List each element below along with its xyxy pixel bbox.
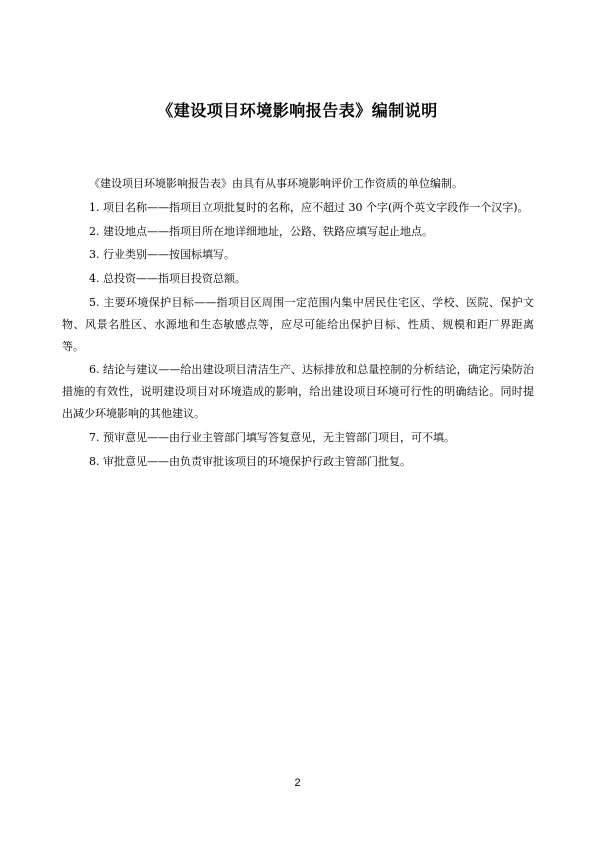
- item-protection-targets: 5. 主要环境保护目标——指项目区周围一定范围内集中居民住宅区、学校、医院、保护文物、风景名胜区、水源地和生态敏感点等，应尽可能给出保护目标、性质、规模和距厂界距离等。: [62, 295, 534, 353]
- item-industry-category: 3. 行业类别——按国标填写。: [89, 248, 235, 262]
- page-number: 2: [294, 777, 301, 789]
- item-construction-site: 2. 建设地点——指项目所在地详细地址，公路、铁路应填写起止地点。: [89, 224, 433, 238]
- item-pre-review: 7. 预审意见——由行业主管部门填写答复意见，无主管部门项目，可不填。: [89, 430, 455, 444]
- document-title: 《建设项目环境影响报告表》编制说明: [157, 101, 438, 120]
- item-total-investment: 4. 总投资——指项目投资总额。: [89, 272, 246, 286]
- item-conclusions: 6. 结论与建议——给出建设项目清洁生产、达标排放和总量控制的分析结论，确定污染防治措施的有效性，说明建设项目对环境造成的影响，给出建设项目环境可行性的明确结论。同时提出减少环境影响的其他建议。: [62, 363, 534, 420]
- item-approval: 8. 审批意见——由负责审批该项目的环境保护行政主管部门批复。: [89, 454, 411, 468]
- item-project-name: 1. 项目名称——指项目立项批复时的名称，应不超过 30 个字(两个英文字段作一个汉字)。: [89, 200, 529, 214]
- document-body: [62, 173, 534, 474]
- intro-paragraph: 《建设项目环境影响报告表》由具有从事环境影响评价工作资质的单位编制。: [89, 177, 463, 190]
